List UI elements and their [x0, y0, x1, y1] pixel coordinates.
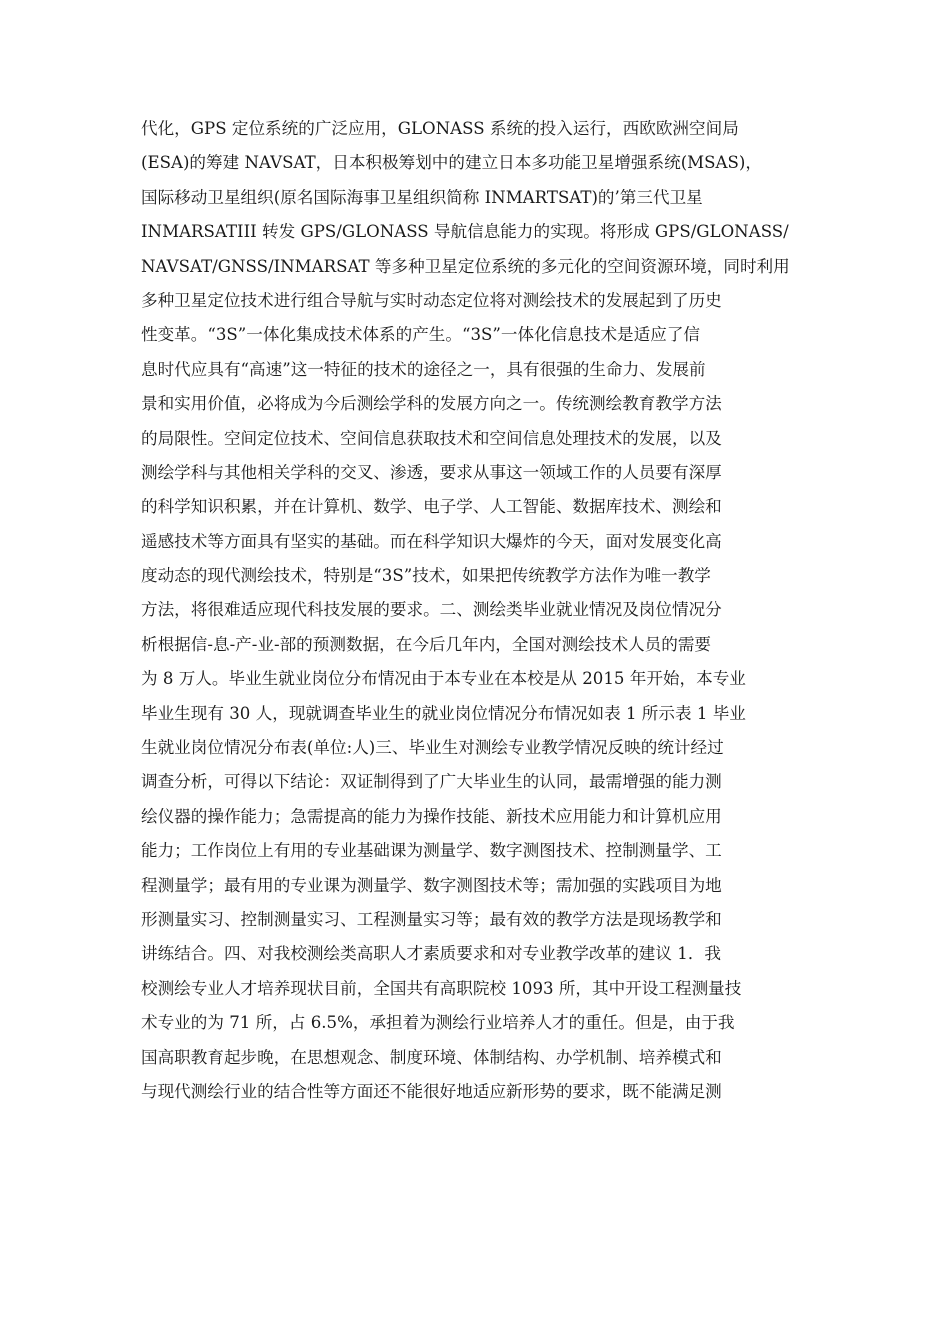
text-line: 讲练结合。四、对我校测绘类高职人才素质要求和对专业教学改革的建议 1．我	[141, 944, 722, 964]
text-line: 与现代测绘行业的结合性等方面还不能很好地适应新形势的要求，既不能满足测	[141, 1081, 722, 1101]
text-line: 息时代应具有“高速”这一特征的技术的途径之一，具有很强的生命力、发展前	[141, 359, 706, 379]
text-line: 校测绘专业人才培养现状目前，全国共有高职院校 1093 所，其中开设工程测量技	[141, 978, 742, 998]
text-line: 测绘学科与其他相关学科的交叉、渗透，要求从事这一领域工作的人员要有深厚	[141, 462, 722, 482]
text-line: 术专业的为 71 所，占 6.5%，承担着为测绘行业培养人才的重任。但是，由于我	[141, 1013, 735, 1033]
text-line: 调查分析，可得以下结论：双证制得到了广大毕业生的认同，最需增强的能力测	[141, 772, 722, 792]
text-line: NAVSAT/GNSS/INMARSAT 等多种卫星定位系统的多元化的空间资源环境，同时利用	[141, 256, 790, 276]
text-line: 程测量学；最有用的专业课为测量学、数字测图技术等；需加强的实践项目为地	[141, 875, 722, 895]
text-line: 形测量实习、控制测量实习、工程测量实习等；最有效的教学方法是现场教学和	[141, 909, 722, 929]
text-line: 绘仪器的操作能力；急需提高的能力为操作技能、新技术应用能力和计算机应用	[141, 806, 722, 826]
text-line: 国际移动卫星组织(原名国际海事卫星组织简称 INMARTSAT)的’第三代卫星	[141, 187, 703, 207]
text-line: 性变革。“3S”一体化集成技术体系的产生。“3S”一体化信息技术是适应了信	[141, 325, 701, 345]
text-line: 景和实用价值，必将成为今后测绘学科的发展方向之一。传统测绘教育教学方法	[141, 394, 722, 414]
text-line: 为 8 万人。毕业生就业岗位分布情况由于本专业在本校是从 2015 年开始，本专业	[141, 669, 746, 689]
text-line: 遥感技术等方面具有坚实的基础。而在科学知识大爆炸的今天，面对发展变化高	[141, 531, 722, 551]
text-line: 度动态的现代测绘技术，特别是“3S”技术，如果把传统教学方法作为唯一教学	[141, 566, 711, 586]
text-line: 析根据信-息-产-业-部的预测数据，在今后几年内，全国对测绘技术人员的需要	[141, 634, 712, 654]
text-line: 生就业岗位情况分布表(单位:人)三、毕业生对测绘专业教学情况反映的统计经过	[141, 738, 724, 758]
text-line: 毕业生现有 30 人，现就调查毕业生的就业岗位情况分布情况如表 1 所示表 1 毕业	[141, 703, 746, 723]
text-line: (ESA)的筹建 NAVSAT，日本积极筹划中的建立日本多功能卫星增强系统(MSAS)，	[141, 153, 762, 173]
text-line: 国高职教育起步晚，在思想观念、制度环境、体制结构、办学机制、培养模式和	[141, 1047, 722, 1067]
text-line: 代化，GPS 定位系统的广泛应用，GLONASS 系统的投入运行，西欧欧洲空间局	[141, 119, 739, 138]
text-line: 能力；工作岗位上有用的专业基础课为测量学、数字测图技术、控制测量学、工	[141, 841, 722, 861]
text-line: 方法，将很难适应现代科技发展的要求。二、测绘类毕业就业情况及岗位情况分	[141, 600, 722, 620]
text-line: INMARSATIII 转发 GPS/GLONASS 导航信息能力的实现。将形成 GPS/GLONASS/	[141, 222, 789, 242]
text-line: 多种卫星定位技术进行组合导航与实时动态定位将对测绘技术的发展起到了历史	[141, 290, 722, 310]
text-line: 的局限性。空间定位技术、空间信息获取技术和空间信息处理技术的发展，以及	[141, 428, 722, 448]
text-line: 的科学知识积累，并在计算机、数学、电子学、人工智能、数据库技术、测绘和	[141, 497, 722, 517]
body-paragraph	[141, 112, 816, 1109]
